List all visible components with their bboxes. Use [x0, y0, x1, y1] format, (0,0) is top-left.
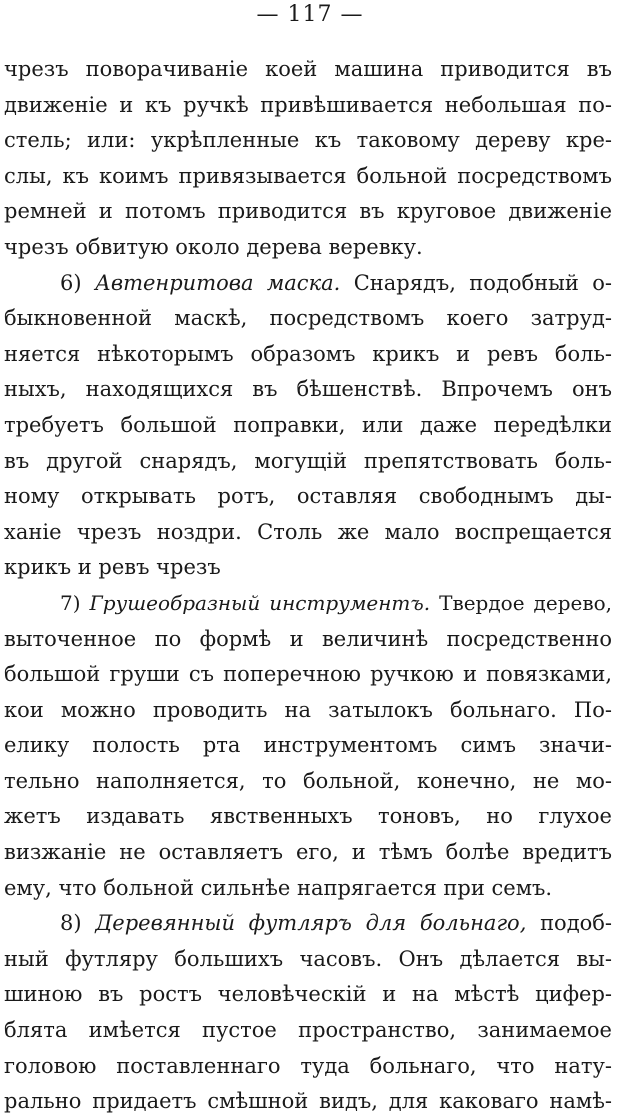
item-heading-line: 8) Деревянный футляръ для больнаго, подоб-	[60, 911, 612, 936]
text-line: требуетъ большой поправки, или даже передѣлки	[4, 412, 612, 437]
text-line: чрезъ обвитую около дерева веревку.	[4, 234, 423, 259]
text-line: ханie чрезъ ноздри. Столь же мало воспрещается	[4, 519, 612, 544]
text-line: быкновенной маскѣ, посредствомъ коего затруд-	[4, 306, 612, 331]
item-title: Автенритова маска.	[94, 270, 341, 295]
text-line: крикъ и ревъ чрезъ	[4, 555, 221, 580]
text-line: няется нѣкоторымъ образомъ крикъ и ревъ боль-	[4, 341, 612, 366]
item-number: 7)	[60, 590, 81, 615]
item-title: Деревянный футляръ для больнаго,	[95, 911, 527, 936]
text-line: стель; или: укрѣпленные къ таковому дереву кре-	[4, 128, 612, 153]
item-heading-line: 6) Автенритова маска. Снарядъ, подобный о-	[60, 270, 612, 295]
text-line: блята имѣется пустое пространство, занимаемое	[4, 1018, 612, 1043]
item-number: 6)	[60, 270, 82, 295]
text-line: шиною въ ростъ человѣческiй и на мѣстѣ цифер-	[4, 982, 612, 1007]
text-line: головою поставленнаго туда больнаго, что нату-	[4, 1053, 612, 1078]
text-line: большой груши съ поперечною ручкою и повязками,	[4, 662, 612, 687]
text-line: чрезъ поворачиванie коей машина приводится въ	[4, 57, 612, 81]
text-line: елику полость рта инструментомъ симъ значи-	[4, 733, 612, 758]
text-line: ный футляру большихъ часовъ. Онъ дѣлается вы-	[4, 946, 612, 971]
text-line: въ другой снарядъ, могущiй препятствовать боль-	[4, 448, 612, 473]
item-number: 8)	[60, 911, 82, 936]
page-number: — 117 —	[256, 2, 364, 27]
text-line: выточенное по формѣ и величинѣ посредственно	[4, 626, 612, 651]
text-line: кои можно проводить на затылокъ больнаго. По-	[4, 697, 612, 722]
text-line: слы, къ коимъ привязывается больной посредствомъ	[4, 163, 612, 188]
text-line: тельно наполняется, то больной, конечно, не мо-	[4, 768, 612, 793]
text-line: ему, что больной сильнѣе напрягается при семъ.	[4, 875, 553, 900]
item-title: Грушеобразный инструментъ.	[89, 590, 431, 615]
text-line: рально придаетъ смѣшной видъ, для каковаго намѣ-	[4, 1089, 612, 1114]
text-line: жетъ издавать явственныхъ тоновъ, но глухое	[4, 804, 612, 829]
item-heading-line: 7) Грушеобразный инструментъ. Твердое дерево,	[60, 590, 612, 615]
text-line: ремней и потомъ приводится въ круговое движенie	[4, 199, 612, 224]
body-text	[4, 52, 612, 1120]
text-line: движенie и къ ручкѣ привѣшивается небольшая по-	[4, 92, 612, 117]
text-line: ныхъ, находящихся въ бѣшенствѣ. Впрочемъ онъ	[4, 377, 612, 402]
text-line: ному открывать ротъ, оставляя свободнымъ ды-	[4, 484, 612, 509]
text-line: визжанie не оставляетъ его, и тѣмъ болѣе вредитъ	[4, 840, 612, 865]
